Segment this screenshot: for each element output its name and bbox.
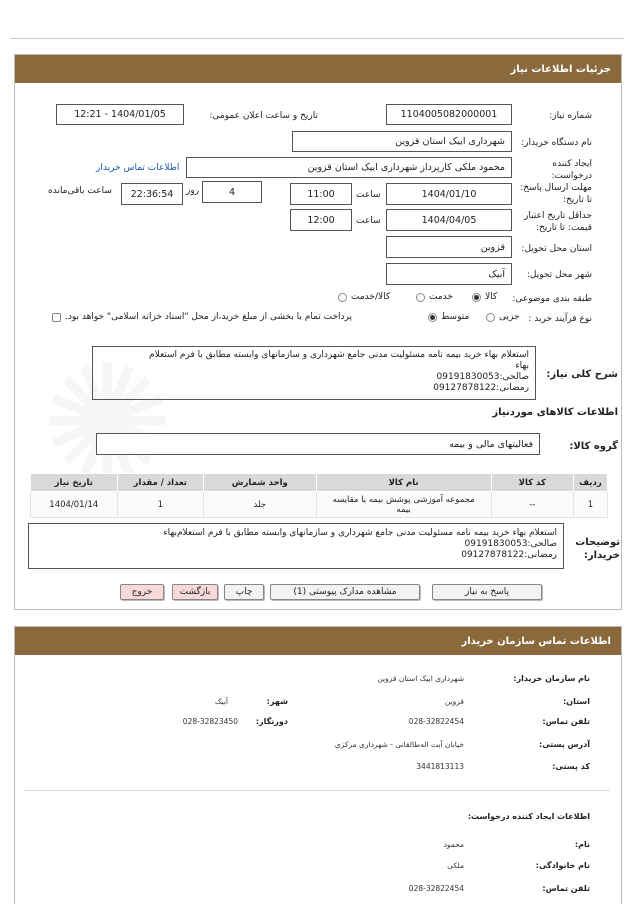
buyer-org-field: شهرداری ابیک استان قزوین	[292, 131, 512, 152]
notes-line: رمضانی:09127878122	[461, 550, 557, 560]
buyer-contact-link[interactable]: اطلاعات تماس خریدار	[96, 163, 180, 173]
col-header: تاریخ نیاز	[31, 474, 118, 492]
radio-icon	[472, 293, 481, 302]
contact-title: اطلاعات تماس سازمان خریدار	[461, 635, 611, 647]
goods-table	[30, 473, 608, 518]
goods-group-label: گروه کالا:	[569, 441, 618, 452]
exit-button[interactable]: خروج	[120, 584, 164, 600]
remaining-days-field: 4	[202, 181, 262, 203]
cell-unit: جلد	[204, 492, 316, 518]
cell-qty: 1	[117, 492, 204, 518]
col-header: واحد شمارش	[204, 474, 316, 492]
price-validity-date-field: 1404/04/05	[386, 209, 512, 231]
details-header	[15, 55, 621, 83]
reply-deadline-date-field: 1404/01/10	[386, 183, 512, 205]
contact-org-label: نام سازمان خریدار:	[513, 674, 590, 683]
contact-address-label: آدرس پستی:	[539, 740, 590, 749]
summary-label: شرح کلی نیاز:	[546, 369, 618, 380]
page-title: جزئیات اطلاعات نیاز	[510, 63, 611, 75]
back-button[interactable]: بازگشت	[172, 584, 218, 600]
price-time-label: ساعت	[356, 216, 381, 226]
reply-deadline-time-field: 11:00	[290, 183, 352, 205]
reply-deadline-label: مهلت ارسال پاسخ: تا تاریخ:	[520, 183, 592, 205]
contact-province-label: استان:	[563, 697, 590, 706]
contact-address-value: خیابان آیت اله‌طالقانی - شهرداری مرکزی	[334, 740, 464, 749]
summary-line: استعلام بهاء خرید بیمه نامه مسئولیت مدنی جامع شهرداری و سازمانهای وابسته مطابق با فرم استعلام	[149, 350, 529, 360]
requester-field: محمود ملکی کارپرداز شهرداری ابیک استان قزوین	[186, 157, 512, 178]
cell-name-line: بیمه	[396, 504, 411, 515]
cell-name-line: مجموعه آموزشی پوشش بیمه یا مقایسه	[332, 494, 475, 505]
checkbox-icon	[52, 313, 61, 322]
requester-label: ایجاد کننده درخواست:	[551, 159, 592, 181]
contact-city-value: آبیک	[214, 697, 228, 706]
notes-line: استعلام بهاء خرید بیمه نامه مسئولیت مدنی جامع شهرداری و سازمانهای وابسته مطابق با فرم استعلام‌بهاء	[163, 528, 557, 538]
buyer-notes-box	[28, 523, 564, 569]
radio-icon	[338, 293, 347, 302]
contact-province-value: قزوین	[444, 697, 464, 706]
treasury-payment-checkbox[interactable]: پرداخت تمام یا بخشی از مبلغ خرید،از محل "اسناد خزانه اسلامی" خواهد بود.	[52, 312, 352, 322]
contact-city-label: شهر:	[266, 697, 288, 706]
province-field: قزوین	[386, 236, 512, 258]
cell-name	[316, 492, 491, 518]
category-option-goods-service[interactable]: کالا/خدمت	[338, 292, 390, 302]
contact-postal-label: کد پستی:	[552, 762, 590, 771]
province-label: استان محل تحویل:	[521, 244, 592, 254]
col-header: تعداد / مقدار	[117, 474, 204, 492]
reply-time-label: ساعت	[356, 190, 381, 200]
cell-date: 1404/01/14	[31, 492, 118, 518]
price-validity-label: حداقل تاریخ اعتبار قیمت: تا تاریخ:	[524, 211, 592, 233]
announce-datetime-field: 1404/01/05 - 12:21	[56, 104, 184, 125]
view-attachments-button[interactable]: مشاهده مدارک پیوستی (1)	[270, 584, 420, 600]
cell-code: --	[491, 492, 573, 518]
summary-line: بهاء	[515, 361, 529, 371]
city-label: شهر محل تحویل:	[526, 270, 592, 280]
req-name-label: نام:	[574, 840, 590, 849]
contact-postal-value: 3441813113	[416, 762, 464, 771]
need-number-label: شماره نیاز:	[549, 111, 592, 121]
summary-line: رمضانی:09127878122	[433, 383, 529, 393]
need-number-field: 1104005082000001	[386, 104, 512, 125]
goods-group-field: فعالیتهای مالی و بیمه	[96, 433, 540, 455]
purchase-type-label: نوع فرآیند خرید :	[528, 314, 592, 324]
category-label: طبقه بندی موضوعی:	[512, 294, 592, 304]
contact-panel	[14, 626, 622, 904]
category-option-goods[interactable]: کالا	[472, 292, 497, 302]
remaining-label: ساعت باقی‌مانده	[48, 186, 112, 196]
goods-section-title: اطلاعات کالاهای موردنیاز	[492, 407, 618, 418]
col-header: نام کالا	[316, 474, 491, 492]
summary-box	[92, 346, 536, 400]
contact-phone-label: تلفن تماس:	[542, 717, 590, 726]
contact-phone-value: 028-32822454	[408, 717, 464, 726]
price-validity-time-field: 12:00	[290, 209, 352, 231]
city-field: آبیک	[386, 263, 512, 285]
col-header: کد کالا	[491, 474, 573, 492]
notes-line: صالحی:09191830053	[464, 539, 557, 549]
contact-header	[15, 627, 621, 655]
goods-table-header	[31, 474, 608, 492]
purchase-option-minor[interactable]: جزیی	[486, 312, 520, 322]
purchase-option-medium[interactable]: متوسط	[428, 312, 469, 322]
category-option-service[interactable]: خدمت	[416, 292, 453, 302]
buyer-org-label: نام دستگاه خریدار:	[521, 138, 592, 148]
requester-info-title: اطلاعات ایجاد کننده درخواست:	[467, 812, 590, 821]
print-button[interactable]: چاپ	[224, 584, 264, 600]
buyer-notes-label: توضیحات خریدار:	[575, 537, 620, 561]
contact-divider	[24, 790, 610, 791]
req-family-value: ملکی	[447, 861, 464, 870]
radio-icon	[486, 313, 495, 322]
req-name-value: محمود	[443, 840, 464, 849]
summary-line: صالحی:09191830053	[436, 372, 529, 382]
contact-org-value: شهرداری ابیک استان قزوین	[377, 674, 464, 683]
contact-fax-label: دورنگار:	[255, 717, 288, 726]
req-phone-value: 028-32822454	[408, 884, 464, 893]
top-divider	[10, 38, 624, 39]
reply-button[interactable]: پاسخ به نیاز	[432, 584, 542, 600]
radio-icon	[416, 293, 425, 302]
table-row	[31, 492, 608, 518]
remaining-time-field: 22:36:54	[121, 183, 183, 205]
radio-icon	[428, 313, 437, 322]
contact-fax-value: 028-32823450	[182, 717, 238, 726]
req-phone-label: تلفن تماس:	[542, 884, 590, 893]
announce-datetime-label: تاریخ و ساعت اعلان عمومی:	[209, 111, 318, 121]
col-header: ردیف	[573, 474, 607, 492]
days-label: روز	[186, 186, 200, 196]
req-family-label: نام خانوادگی:	[535, 861, 590, 870]
cell-row: 1	[573, 492, 607, 518]
